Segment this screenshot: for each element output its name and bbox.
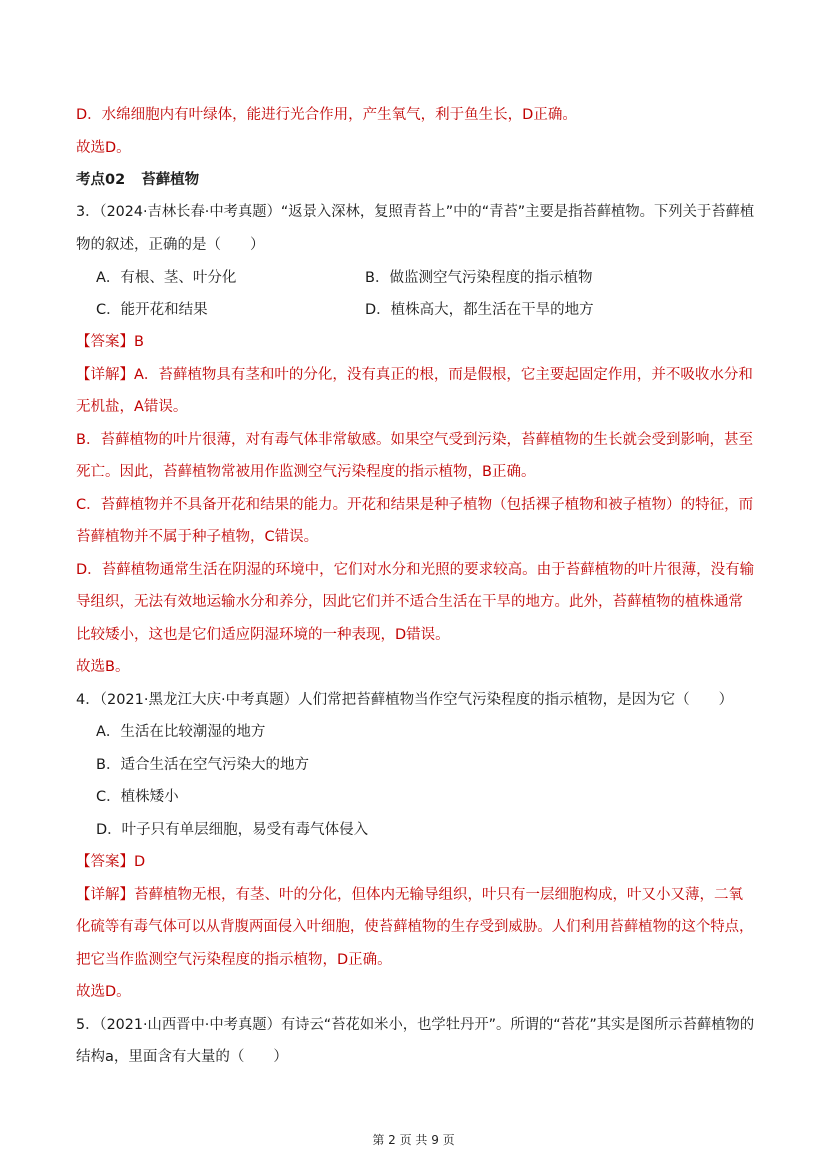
q2-option-d-explanation: D．水绵细胞内有叶绿体，能进行光合作用，产生氧气，利于鱼生长，D正确。	[76, 107, 577, 123]
q3-detail-line: 无机盐，A错误。	[76, 399, 188, 415]
q3-answer-label: 【答案】	[76, 334, 134, 350]
q4-detail-line: 【详解】苔藓植物无根，有茎、叶的分化，但体内无输导组织，叶只有一层细胞构成，叶又小又薄，二氧	[76, 887, 743, 903]
q3-detail-line: 【详解】A．苔藓植物具有茎和叶的分化，没有真正的根，而是假根，它主要起固定作用，并不吸收水分和	[76, 367, 753, 383]
q4-answer	[76, 852, 145, 872]
q4-detail-line: 把它当作监测空气污染程度的指示植物，D正确。	[76, 952, 392, 968]
q4-option-d: D．叶子只有单层细胞，易受有毒气体侵入	[96, 822, 369, 838]
q4-answer-value: D	[134, 854, 146, 870]
q3-detail-line: B．苔藓植物的叶片很薄，对有毒气体非常敏感。如果空气受到污染，苔藓植物的生长就会受到影响，甚至	[76, 432, 753, 448]
q3-option-a: A．有根、茎、叶分化	[96, 270, 237, 286]
section-title: 苔藓植物	[141, 172, 200, 188]
q3-detail-line: C．苔藓植物并不具备开花和结果的能力。开花和结果是种子植物（包括裸子植物和被子植物）的特征，而	[76, 497, 754, 513]
q3-option-d: D．植株高大，都生活在干旱的地方	[365, 302, 594, 318]
q5-stem-line1: 5．（2021·山西晋中·中考真题）有诗云“苔花如米小，也学牡丹开”。所谓的“苔花”其实是图所示苔藓植物的	[76, 1017, 755, 1033]
q4-option-c: C．植株矮小	[96, 789, 179, 805]
q3-stem-line2: 物的叙述，正确的是（ ）	[76, 237, 265, 253]
q3-option-b: B．做监测空气污染程度的指示植物	[365, 270, 593, 286]
page-footer: 第 2 页 共 9 页	[372, 1133, 455, 1147]
q2-conclusion: 故选D。	[76, 140, 131, 156]
q4-detail-label: 【详解】	[76, 887, 134, 903]
q3-detail-label: 【详解】	[76, 367, 134, 383]
q3-detail-line: 苔藓植物并不属于种子植物，C错误。	[76, 529, 319, 545]
q3-answer-value: B	[134, 334, 144, 350]
section-heading	[76, 170, 199, 190]
q3-answer	[76, 332, 144, 352]
q4-detail-line: 化硫等有毒气体可以从背腹两面侵入叶细胞，使苔藓植物的生存受到威胁。人们利用苔藓植物的这个特点，	[76, 919, 754, 935]
q4-option-b: B．适合生活在空气污染大的地方	[96, 757, 309, 773]
q3-option-c: C．能开花和结果	[96, 302, 208, 318]
q3-detail-line: 导组织，无法有效地运输水分和养分，因此它们并不适合生活在干旱的地方。此外，苔藓植物的植株通常	[76, 594, 743, 610]
q4-option-a: A．生活在比较潮湿的地方	[96, 724, 266, 740]
q5-stem-line2: 结构a，里面含有大量的（ ）	[76, 1049, 288, 1065]
q4-conclusion: 故选D。	[76, 984, 131, 1000]
q3-detail-line: 比较矮小，这也是它们适应阴湿环境的一种表现，D错误。	[76, 627, 450, 643]
section-label: 考点02	[76, 172, 126, 188]
q3-stem-line1: 3．（2024·吉林长春·中考真题）“返景入深林，复照青苔上”中的“青苔”主要是指苔藓植物。下列关于苔藓植	[76, 204, 755, 220]
q3-detail-line: 死亡。因此，苔藓植物常被用作监测空气污染程度的指示植物，B正确。	[76, 464, 536, 480]
q4-answer-label: 【答案】	[76, 854, 134, 870]
q3-conclusion: 故选B。	[76, 659, 130, 675]
q4-stem: 4．（2021·黑龙江大庆·中考真题）人们常把苔藓植物当作空气污染程度的指示植物，是因为它（ ）	[76, 692, 734, 708]
q3-detail-line: D．苔藓植物通常生活在阴湿的环境中，它们对水分和光照的要求较高。由于苔藓植物的叶片很薄，没有输	[76, 562, 755, 578]
